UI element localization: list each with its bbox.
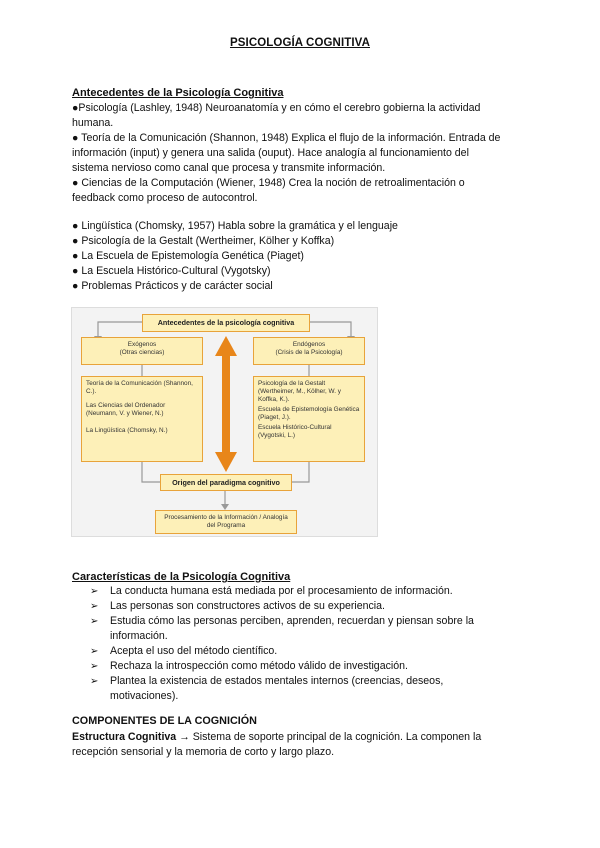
double-arrow-icon (215, 336, 237, 472)
list-item: ➢ La conducta humana está mediada por el procesamiento de información. (90, 585, 453, 597)
list-item: ➢ Las personas son constructores activos de su experiencia. (90, 600, 385, 612)
text-line: ● Ciencias de la Computación (Wiener, 1948) Crea la noción de retroalimentación o (72, 177, 465, 189)
text-line: recepción sensorial y la memoria de corto y largo plazo. (72, 746, 335, 758)
bottom-box (155, 510, 297, 534)
list-item: Las Ciencias del Ordenador (Neumann, V. y Wiener, N.) (86, 402, 166, 417)
componentes-heading: COMPONENTES DE LA COGNICIÓN (72, 715, 257, 727)
list-item: Psicología de la Gestalt (Wertheimer, M., Kölher, W. y Koffka, K.). (258, 380, 341, 403)
text-line: humana. (72, 117, 114, 129)
list-item: ● La Escuela Histórico-Cultural (Vygotsky) (72, 265, 271, 277)
antecedentes-text (72, 101, 532, 206)
list-item: Teoría de la Comunicación (Shannon, C.). (86, 380, 193, 395)
list-item-continuation: motivaciones). (110, 690, 179, 702)
list-item: ➢ Rechaza la introspección como método válido de investigación. (90, 660, 408, 672)
arrow-right-icon: → (179, 731, 190, 743)
bottom-text: Procesamiento de la Información / Analogía del Programa (164, 514, 288, 529)
list-item: ➢ Acepta el uso del método científico. (90, 645, 278, 657)
arrow-bullet-icon: ➢ (90, 676, 99, 687)
antecedentes-list (72, 219, 532, 294)
list-item: Escuela de Epistemología Genética (Piaget, J.). (258, 406, 360, 421)
exogenos-title: Exógenos (127, 341, 157, 348)
arrow-bullet-icon: ➢ (90, 646, 99, 657)
endogenos-box (253, 337, 365, 365)
list-item: ● Problemas Prácticos y de carácter social (72, 280, 273, 292)
page-title: PSICOLOGÍA COGNITIVA (229, 37, 370, 49)
list-item: ● Psicología de la Gestalt (Wertheimer, Kölher y Koffka) (72, 235, 335, 247)
text-line: ● Teoría de la Comunicación (Shannon, 1948) Explica el flujo de la información. Entrada de (72, 132, 501, 144)
caracteristicas-heading: Características de la Psicología Cognitiva (72, 571, 291, 583)
text-line: sistema nervioso como canal que procesa y transmite información. (72, 162, 386, 174)
endogenos-list-box (253, 376, 365, 462)
list-item: ➢ Estudia cómo las personas perciben, aprenden, recuerdan y piensan sobre la (90, 615, 474, 627)
list-item-continuation: información. (110, 630, 168, 642)
list-item: ➢ Plantea la existencia de estados mentales internos (creencias, deseos, (90, 675, 444, 687)
list-item: Escuela Histórico-Cultural (Vygotski, L.) (258, 424, 332, 439)
origin-box: Origen del paradigma cognitivo (160, 474, 292, 491)
text-line: información (input) y genera una salida (ouput). Hace analogía al funcionamiento del (72, 147, 469, 159)
exogenos-list-box (81, 376, 203, 462)
antecedentes-diagram (71, 307, 378, 537)
arrow-bullet-icon: ➢ (90, 601, 99, 612)
arrow-bullet-icon: ➢ (90, 616, 99, 627)
diagram-top-box: Antecedentes de la psicología cognitiva (142, 314, 310, 332)
text-line: ●Psicología (Lashley, 1948) Neuroanatomía y en cómo el cerebro gobierna la actividad (72, 102, 481, 114)
componentes-text: Estructura Cognitiva → Sistema de soporte principal de la cognición. La componen la recepción sensorial y la memoria de corto y largo plazo. (72, 730, 532, 760)
list-item: ● Lingüística (Chomsky, 1957) Habla sobre la gramática y el lenguaje (72, 220, 398, 232)
term: Estructura Cognitiva (72, 731, 177, 743)
arrow-bullet-icon: ➢ (90, 661, 99, 672)
endogenos-title: Endógenos (292, 341, 326, 348)
antecedentes-heading: Antecedentes de la Psicología Cognitiva (72, 87, 284, 99)
list-item: ● La Escuela de Epistemología Genética (Piaget) (72, 250, 304, 262)
exogenos-sub: (Otras ciencias) (119, 349, 165, 356)
caracteristicas-list (90, 584, 510, 704)
list-item: La Lingüística (Chomsky, N.) (86, 427, 168, 434)
exogenos-box (81, 337, 203, 365)
text-line: feedback como proceso de autocontrol. (72, 192, 258, 204)
arrow-bullet-icon: ➢ (90, 586, 99, 597)
endogenos-sub: (Crisis de la Psicología) (275, 349, 343, 356)
